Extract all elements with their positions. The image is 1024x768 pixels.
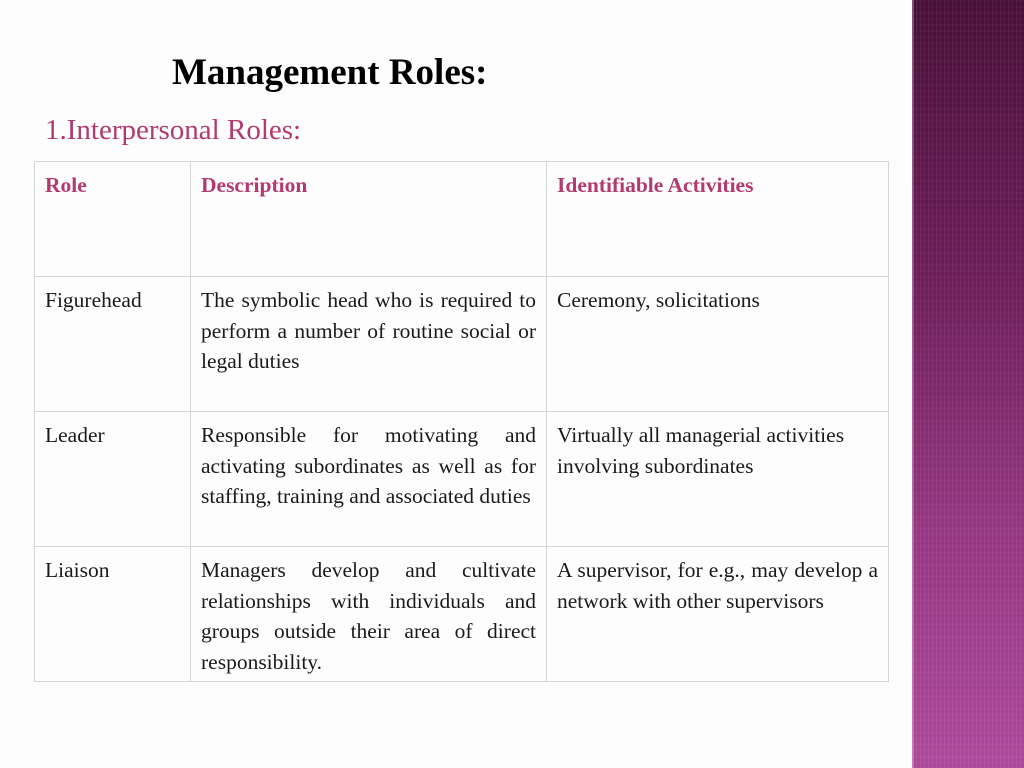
description-cell: The symbolic head who is required to perform a number of routine social or legal duties (191, 277, 547, 412)
table-header-row (35, 162, 889, 277)
header-identifiable-activities: Identifiable Activities (547, 162, 889, 277)
table-row (35, 277, 889, 412)
panel-edge (912, 0, 914, 768)
table-row (35, 547, 889, 682)
header-description: Description (191, 162, 547, 277)
table-row (35, 412, 889, 547)
activities-cell: Ceremony, solicitations (547, 277, 889, 412)
decorative-side-panel (912, 0, 1024, 768)
panel-texture (912, 0, 1024, 768)
description-cell: Responsible for motivating and activating subordinates as well as for staffing, training and associated duties (191, 412, 547, 547)
description-cell: Managers develop and cultivate relationships with individuals and groups outside their area of direct responsibility. (191, 547, 547, 682)
role-cell: Figurehead (35, 277, 191, 412)
activities-cell: Virtually all managerial activities involving subordinates (547, 412, 889, 547)
role-cell: Leader (35, 412, 191, 547)
roles-table (34, 161, 889, 682)
header-role: Role (35, 162, 191, 277)
section-subtitle: 1.Interpersonal Roles: (45, 114, 302, 146)
slide-title: Management Roles: (172, 52, 488, 93)
activities-cell: A supervisor, for e.g., may develop a network with other supervisors (547, 547, 889, 682)
role-cell: Liaison (35, 547, 191, 682)
